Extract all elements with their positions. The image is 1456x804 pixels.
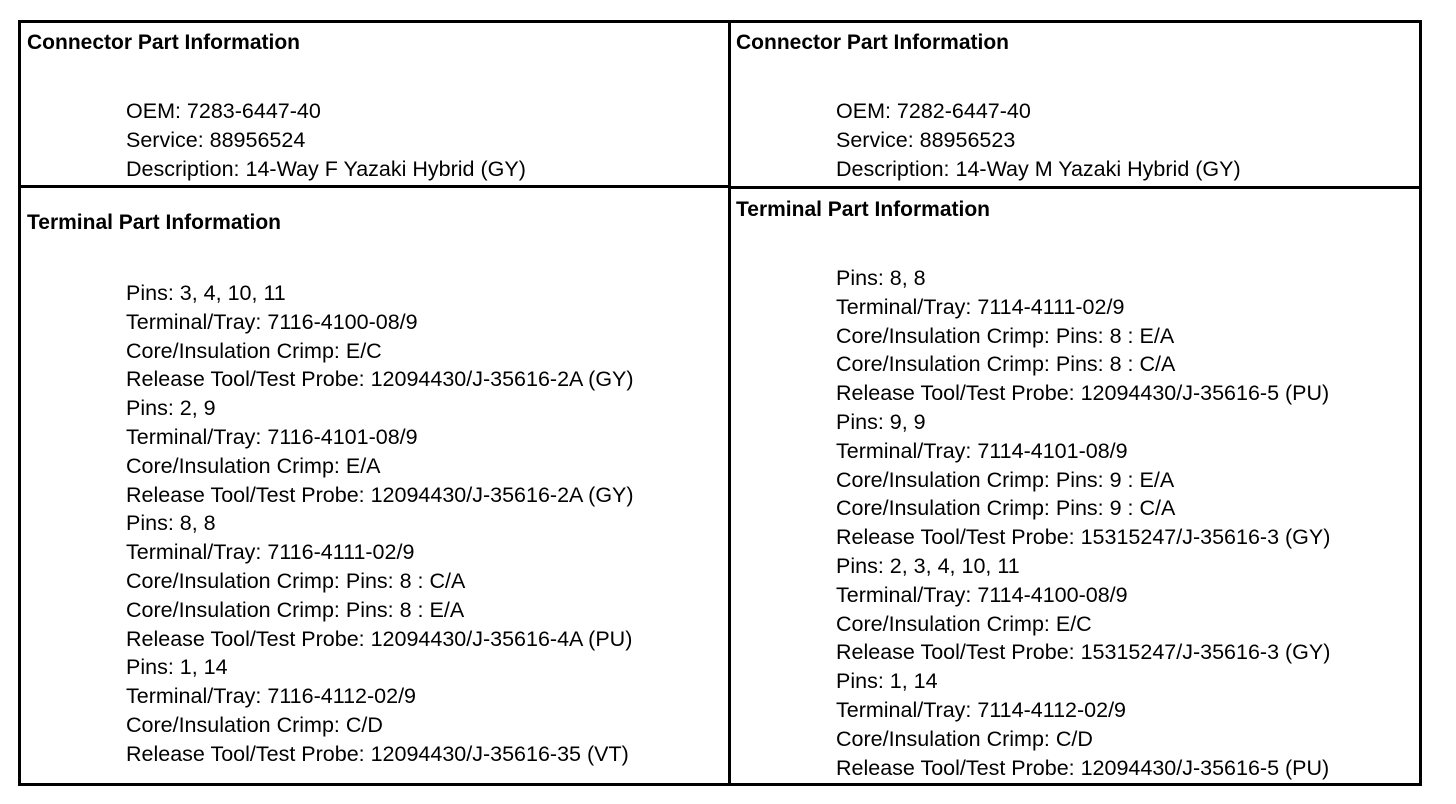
list-item: Core/Insulation Crimp: C/D bbox=[126, 712, 383, 737]
right-connector-lines bbox=[836, 97, 1241, 183]
list-item: Terminal/Tray: 7116-4101-08/9 bbox=[126, 424, 418, 449]
left-terminal-heading: Terminal Part Information bbox=[27, 211, 281, 234]
list-item: Core/Insulation Crimp: Pins: 8 : C/A bbox=[126, 568, 466, 593]
list-item: Release Tool/Test Probe: 12094430/J-35616-2A (GY) bbox=[126, 482, 634, 507]
list-item: Release Tool/Test Probe: 15315247/J-35616-3 (GY) bbox=[836, 525, 1331, 550]
list-item: Core/Insulation Crimp: C/D bbox=[836, 726, 1093, 751]
list-item: Description: 14-Way M Yazaki Hybrid (GY) bbox=[836, 156, 1241, 181]
list-item: Core/Insulation Crimp: Pins: 9 : C/A bbox=[836, 496, 1176, 521]
row-divider-left bbox=[21, 185, 728, 188]
column-divider bbox=[728, 23, 731, 783]
list-item: Terminal/Tray: 7114-4100-08/9 bbox=[836, 582, 1128, 607]
list-item: Service: 88956524 bbox=[126, 127, 306, 152]
list-item: Pins: 1, 14 bbox=[836, 669, 938, 694]
list-item: Release Tool/Test Probe: 15315247/J-35616-3 (GY) bbox=[836, 640, 1331, 665]
list-item: Core/Insulation Crimp: Pins: 8 : C/A bbox=[836, 352, 1176, 377]
list-item: Terminal/Tray: 7114-4112-02/9 bbox=[836, 697, 1126, 722]
list-item: Release Tool/Test Probe: 12094430/J-35616-2A (GY) bbox=[126, 367, 634, 392]
right-terminal-heading: Terminal Part Information bbox=[736, 198, 990, 221]
list-item: OEM: 7283-6447-40 bbox=[126, 99, 321, 123]
list-item: Pins: 1, 14 bbox=[126, 655, 228, 680]
list-item: Pins: 9, 9 bbox=[836, 409, 926, 434]
row-divider-right bbox=[731, 186, 1419, 189]
list-item: Terminal/Tray: 7116-4111-02/9 bbox=[126, 540, 415, 565]
list-item: Core/Insulation Crimp: Pins: 9 : E/A bbox=[836, 467, 1175, 492]
connector-info-table bbox=[18, 20, 1422, 786]
list-item: Core/Insulation Crimp: E/A bbox=[126, 453, 381, 478]
list-item: Pins: 8, 8 bbox=[126, 511, 216, 536]
list-item: Release Tool/Test Probe: 12094430/J-35616-35 (VT) bbox=[126, 741, 629, 766]
list-item: Core/Insulation Crimp: Pins: 8 : E/A bbox=[126, 597, 465, 622]
right-connector-heading: Connector Part Information bbox=[736, 31, 1010, 54]
left-terminal-lines bbox=[126, 279, 634, 769]
list-item: Terminal/Tray: 7114-4111-02/9 bbox=[836, 294, 1125, 319]
list-item: Release Tool/Test Probe: 12094430/J-35616-4A (PU) bbox=[126, 626, 633, 651]
list-item: Description: 14-Way F Yazaki Hybrid (GY) bbox=[126, 156, 526, 181]
list-item: Terminal/Tray: 7114-4101-08/9 bbox=[836, 438, 1128, 463]
list-item: Pins: 2, 9 bbox=[126, 396, 216, 421]
right-terminal-lines bbox=[836, 264, 1330, 782]
list-item: Core/Insulation Crimp: Pins: 8 : E/A bbox=[836, 323, 1175, 348]
left-connector-lines bbox=[126, 97, 526, 183]
left-connector-heading: Connector Part Information bbox=[27, 31, 301, 54]
list-item: Pins: 8, 8 bbox=[836, 266, 926, 290]
list-item: OEM: 7282-6447-40 bbox=[836, 99, 1031, 123]
list-item: Core/Insulation Crimp: E/C bbox=[126, 338, 382, 363]
list-item: Release Tool/Test Probe: 12094430/J-35616-5 (PU) bbox=[836, 381, 1330, 406]
list-item: Release Tool/Test Probe: 12094430/J-35616-5 (PU) bbox=[836, 755, 1330, 780]
list-item: Pins: 2, 3, 4, 10, 11 bbox=[836, 553, 1020, 578]
list-item: Pins: 3, 4, 10, 11 bbox=[126, 281, 286, 305]
list-item: Service: 88956523 bbox=[836, 127, 1016, 152]
list-item: Core/Insulation Crimp: E/C bbox=[836, 611, 1092, 636]
list-item: Terminal/Tray: 7116-4100-08/9 bbox=[126, 309, 418, 334]
list-item: Terminal/Tray: 7116-4112-02/9 bbox=[126, 684, 416, 709]
